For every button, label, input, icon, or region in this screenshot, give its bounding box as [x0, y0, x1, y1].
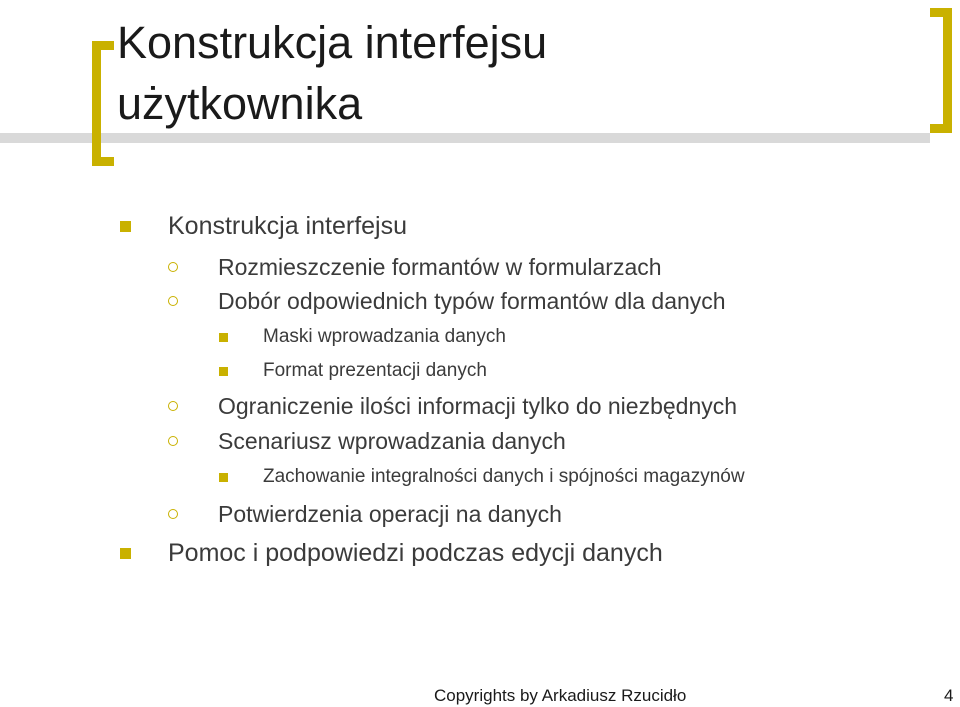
- bullet-text: Ograniczenie ilości informacji tylko do niezbędnych: [218, 393, 738, 419]
- title-divider: [0, 133, 930, 143]
- slide-title: [117, 12, 897, 134]
- circle-bullet-icon: [168, 401, 178, 411]
- page-number: 4: [944, 686, 954, 705]
- circle-bullet-icon: [168, 296, 178, 306]
- bullet-text: Zachowanie integralności danych i spójności magazynów: [263, 466, 745, 487]
- bullet-text: Pomoc i podpowiedzi podczas edycji danych: [168, 539, 663, 567]
- bullet-text: Maski wprowadzania danych: [263, 326, 506, 347]
- bullet-text: Format prezentacji danych: [263, 360, 487, 381]
- bullet-text: Konstrukcja interfejsu: [168, 212, 408, 240]
- square-bullet-icon: [120, 221, 131, 232]
- square-bullet-icon: [219, 333, 228, 342]
- circle-bullet-icon: [168, 509, 178, 519]
- circle-bullet-icon: [168, 262, 178, 272]
- square-bullet-icon: [120, 548, 131, 559]
- slide-title-line-2: użytkownika: [117, 78, 363, 129]
- square-bullet-icon: [219, 473, 228, 482]
- footer-copyright: Copyrights by Arkadiusz Rzucidło: [434, 686, 687, 705]
- bullet-text: Potwierdzenia operacji na danych: [218, 501, 562, 527]
- bullet-text: Scenariusz wprowadzania danych: [218, 428, 566, 454]
- bullet-text: Rozmieszczenie formantów w formularzach: [218, 254, 662, 280]
- square-bullet-icon: [219, 367, 228, 376]
- bullet-text: Dobór odpowiednich typów formantów dla danych: [218, 288, 726, 314]
- slide-title-line-1: Konstrukcja interfejsu: [117, 17, 548, 68]
- circle-bullet-icon: [168, 436, 178, 446]
